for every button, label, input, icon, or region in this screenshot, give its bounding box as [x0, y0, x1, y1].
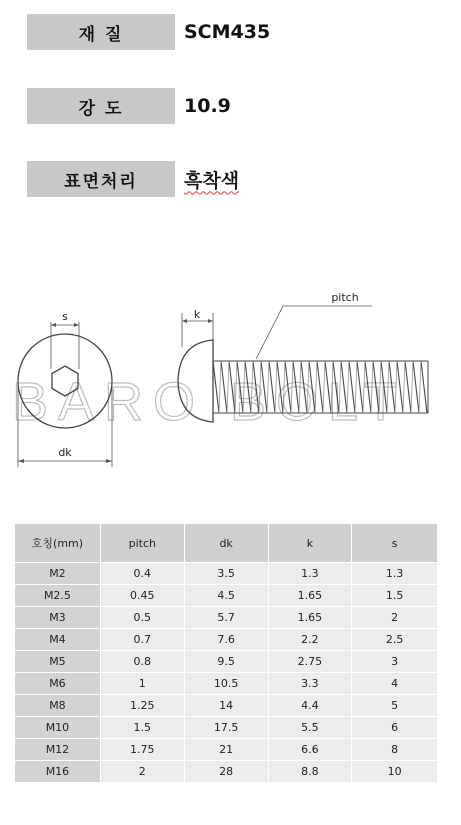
label-pitch: pitch	[331, 291, 359, 304]
cell-pitch: 0.8	[100, 651, 184, 673]
cell-dk: 5.7	[184, 607, 268, 629]
header-k: k	[268, 524, 352, 563]
cell-k: 1.65	[268, 607, 352, 629]
cell-pitch: 1.25	[100, 695, 184, 717]
table-row	[15, 695, 438, 717]
table-row	[15, 585, 438, 607]
cell-k: 5.5	[268, 717, 352, 739]
cell-nominal: M2.5	[15, 585, 101, 607]
cell-pitch: 0.4	[100, 563, 184, 585]
cell-dk: 9.5	[184, 651, 268, 673]
cell-k: 1.65	[268, 585, 352, 607]
label-dk: dk	[58, 446, 72, 459]
spec-value-strength: 10.9	[184, 95, 231, 117]
spec-label-surface: 표면처리	[27, 161, 175, 197]
cell-nominal: M3	[15, 607, 101, 629]
cell-dk: 28	[184, 761, 268, 783]
cell-s: 6	[352, 717, 438, 739]
cell-pitch: 2	[100, 761, 184, 783]
cell-dk: 14	[184, 695, 268, 717]
cell-pitch: 0.7	[100, 629, 184, 651]
spec-row-surface	[0, 161, 461, 197]
spec-value-surface-text: 흑착색	[184, 169, 240, 192]
bolt-drawing	[0, 285, 461, 480]
spec-label-strength: 강 도	[27, 88, 175, 124]
table-row	[15, 739, 438, 761]
table-row	[15, 651, 438, 673]
watermark-text: BARO BOLT	[12, 372, 408, 432]
spec-value-surface	[184, 161, 239, 197]
cell-dk: 7.6	[184, 629, 268, 651]
table-row	[15, 563, 438, 585]
cell-dk: 4.5	[184, 585, 268, 607]
cell-pitch: 1.5	[100, 717, 184, 739]
cell-dk: 10.5	[184, 673, 268, 695]
header-s: s	[352, 524, 438, 563]
table-row	[15, 673, 438, 695]
cell-k: 8.8	[268, 761, 352, 783]
cell-s: 8	[352, 739, 438, 761]
cell-pitch: 0.5	[100, 607, 184, 629]
cell-nominal: M8	[15, 695, 101, 717]
spec-row-strength	[0, 88, 461, 124]
cell-s: 10	[352, 761, 438, 783]
cell-k: 2.75	[268, 651, 352, 673]
cell-s: 2	[352, 607, 438, 629]
cell-s: 3	[352, 651, 438, 673]
table-row	[15, 629, 438, 651]
header-pitch: pitch	[100, 524, 184, 563]
cell-k: 4.4	[268, 695, 352, 717]
table-row	[15, 761, 438, 783]
cell-s: 4	[352, 673, 438, 695]
cell-nominal: M6	[15, 673, 101, 695]
header-dk: dk	[184, 524, 268, 563]
label-k: k	[193, 308, 201, 321]
table-row	[15, 607, 438, 629]
cell-pitch: 0.45	[100, 585, 184, 607]
label-s: s	[62, 310, 68, 323]
cell-pitch: 1	[100, 673, 184, 695]
cell-s: 1.5	[352, 585, 438, 607]
cell-nominal: M2	[15, 563, 101, 585]
spec-table	[14, 523, 438, 783]
cell-s: 5	[352, 695, 438, 717]
cell-k: 1.3	[268, 563, 352, 585]
cell-nominal: M12	[15, 739, 101, 761]
cell-k: 6.6	[268, 739, 352, 761]
cell-k: 3.3	[268, 673, 352, 695]
cell-pitch: 1.75	[100, 739, 184, 761]
cell-dk: 17.5	[184, 717, 268, 739]
cell-nominal: M4	[15, 629, 101, 651]
cell-nominal: M16	[15, 761, 101, 783]
spec-label-material: 재 질	[27, 14, 175, 50]
cell-nominal: M10	[15, 717, 101, 739]
table-header-row	[15, 524, 438, 563]
table-row	[15, 717, 438, 739]
spec-row-material	[0, 14, 461, 50]
cell-s: 2.5	[352, 629, 438, 651]
cell-dk: 21	[184, 739, 268, 761]
cell-nominal: M5	[15, 651, 101, 673]
cell-k: 2.2	[268, 629, 352, 651]
spec-value-material: SCM435	[184, 21, 271, 43]
header-nominal: 호칭(mm)	[15, 524, 101, 563]
cell-dk: 3.5	[184, 563, 268, 585]
cell-s: 1.3	[352, 563, 438, 585]
